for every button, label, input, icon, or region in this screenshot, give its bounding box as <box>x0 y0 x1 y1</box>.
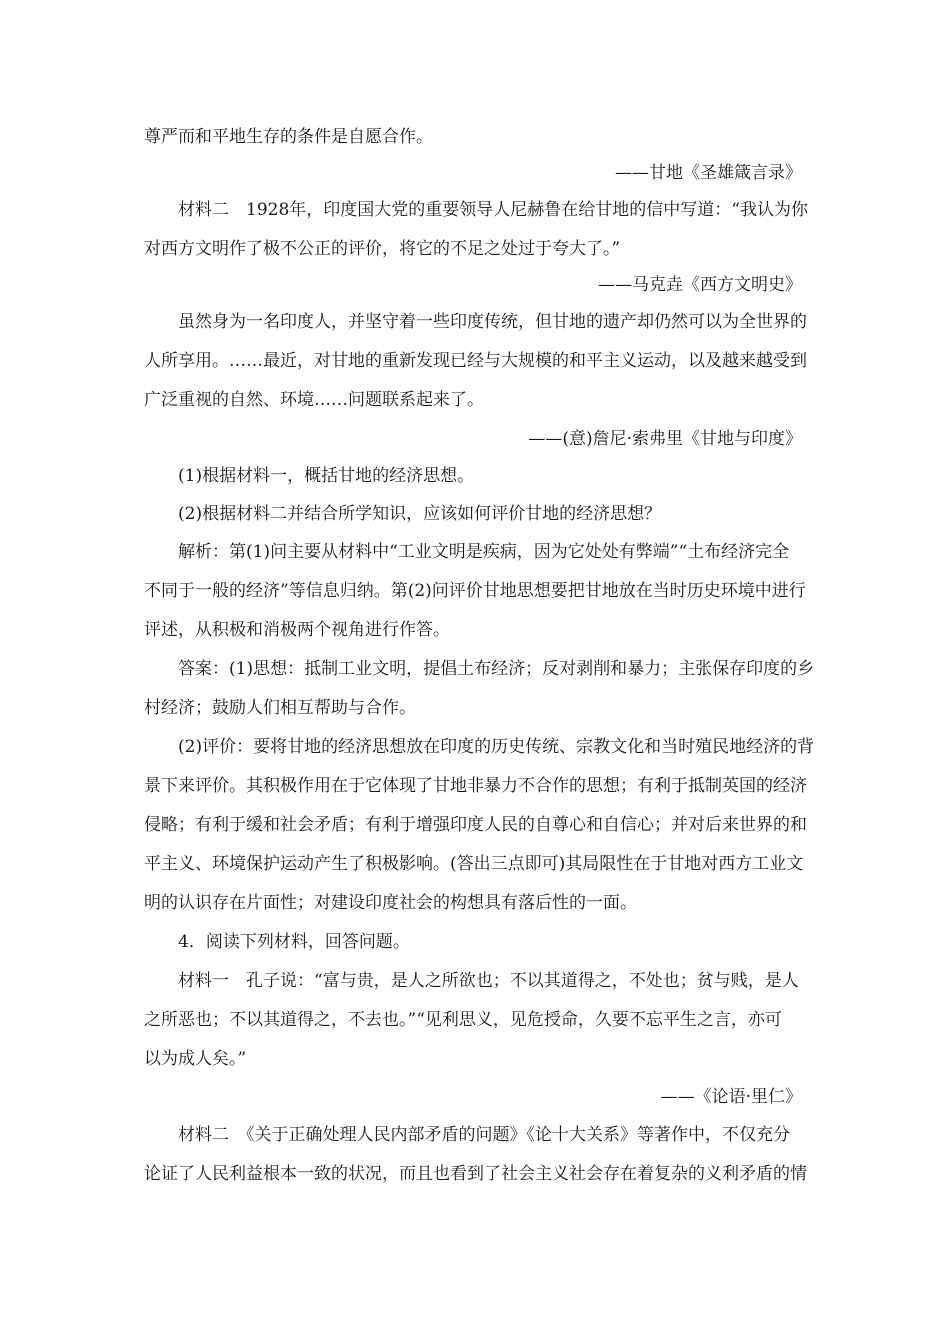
text-line: 材料一 孔子说：“富与贵，是人之所欲也；不以其道得之，不处也；贫与贱，是人 <box>178 971 799 991</box>
text-line: 论证了人民利益根本一致的状况，而且也看到了社会主义社会存在着复杂的义利矛盾的情 <box>144 1164 807 1184</box>
text-line: 材料二 《关于正确处理人民内部矛盾的问题》《论十大关系》等著作中，不仅充分 <box>178 1125 790 1145</box>
analysis-text: 评述，从积极和消极两个视角进行作答。 <box>144 620 450 640</box>
answer-text: 答案：(1)思想：抵制工业文明，提倡土布经济；反对剥削和暴力；主张保存印度的乡 <box>178 659 815 679</box>
text-line: 以为成人矣。” <box>144 1049 247 1069</box>
source-citation: ——《论语·里仁》 <box>660 1087 802 1107</box>
text-line: 人所享用。……最近，对甘地的重新发现已经与大规模的和平主义运动，以及越来越受到 <box>144 351 807 371</box>
answer-text: 景下来评价。其积极作用在于它体现了甘地非暴力不合作的思想；有利于抵制英国的经济 <box>144 776 807 796</box>
source-citation: ——马克垚《西方文明史》 <box>598 275 802 295</box>
answer-text: 侵略；有利于缓和社会矛盾；有利于增强印度人民的自尊心和自信心；并对后来世界的和 <box>144 815 807 835</box>
answer-text: 平主义、环境保护运动产生了积极影响。(答出三点即可)其局限性在于甘地对西方工业文 <box>144 854 804 874</box>
text-line: 尊严而和平地生存的条件是自愿合作。 <box>144 127 433 147</box>
question-heading: 4．阅读下列材料，回答问题。 <box>178 932 410 952</box>
question-1: (1)根据材料一，概括甘地的经济思想。 <box>178 466 475 486</box>
text-line: 广泛重视的自然、环境……问题联系起来了。 <box>144 390 484 410</box>
answer-text: 明的认识存在片面性；对建设印度社会的构想具有落后性的一面。 <box>144 893 637 913</box>
text-line: 虽然身为一名印度人，并坚守着一些印度传统，但甘地的遗产却仍然可以为全世界的 <box>178 312 807 332</box>
source-citation: ——甘地《圣雄箴言录》 <box>615 163 802 183</box>
question-2: (2)根据材料二并结合所学知识，应该如何评价甘地的经济思想？ <box>178 504 662 524</box>
answer-text: (2)评价：要将甘地的经济思想放在印度的历史传统、宗教文化和当时殖民地经济的背 <box>178 737 815 757</box>
text-line: 对西方文明作了极不公正的评价，将它的不足之处过于夸大了。” <box>144 239 621 259</box>
text-line: 之所恶也；不以其道得之，不去也。”“见利思义，见危授命，久要不忘平生之言，亦可 <box>144 1010 782 1030</box>
text-line: 材料二 1928年，印度国大党的重要领导人尼赫鲁在给甘地的信中写道：“我认为你 <box>178 200 808 220</box>
answer-text: 村经济；鼓励人们相互帮助与合作。 <box>144 698 416 718</box>
analysis-text: 解析：第(1)问主要从材料中“工业文明是疾病，因为它处处有弊端”“土布经济完全 <box>178 542 790 562</box>
analysis-text: 不同于一般的经济”等信息归纳。第(2)问评价甘地思想要把甘地放在当时历史环境中进行 <box>144 581 806 601</box>
source-citation: ——(意)詹尼·索弗里《甘地与印度》 <box>528 429 802 449</box>
